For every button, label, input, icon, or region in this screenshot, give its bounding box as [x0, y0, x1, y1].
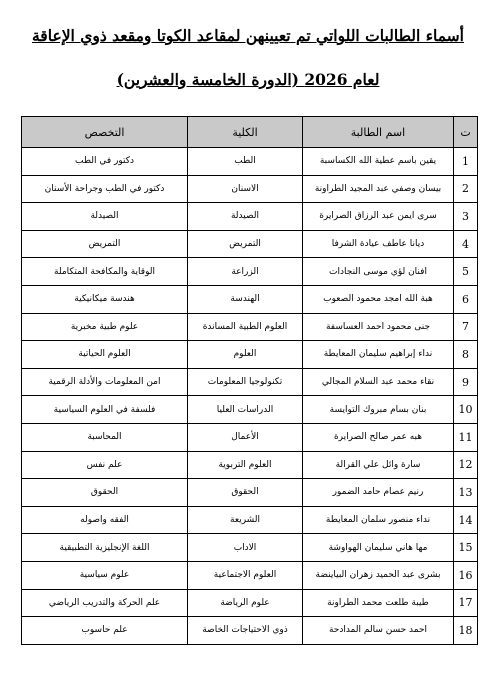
faculty-name: الصيدلة	[188, 203, 303, 231]
specialization-name: هندسة ميكانيكية	[22, 285, 188, 313]
student-name: جنى محمود احمد العساسفة	[303, 313, 454, 341]
row-number: 10	[454, 396, 478, 424]
row-number: 15	[454, 534, 478, 562]
student-name: يقين باسم عطية الله الكساسبة	[303, 148, 454, 176]
table-body	[22, 148, 478, 645]
row-number: 2	[454, 175, 478, 203]
student-name: نداء إبراهيم سليمان المعايطة	[303, 341, 454, 369]
faculty-name: العلوم الطبية المساندة	[188, 313, 303, 341]
table-row	[22, 258, 478, 286]
table-row	[22, 479, 478, 507]
row-number: 8	[454, 341, 478, 369]
specialization-name: الحقوق	[22, 479, 188, 507]
specialization-name: التمريض	[22, 230, 188, 258]
table-row	[22, 285, 478, 313]
header-student-name: اسم الطالبة	[303, 117, 454, 148]
header-specialization: التخصص	[22, 117, 188, 148]
student-name: نداء منصور سلمان المعايطة	[303, 506, 454, 534]
table-row	[22, 230, 478, 258]
specialization-name: الوقاية والمكافحة المتكاملة	[22, 258, 188, 286]
table-row	[22, 589, 478, 617]
faculty-name: الاداب	[188, 534, 303, 562]
faculty-name: علوم الرياضة	[188, 589, 303, 617]
student-name: هبه عمر صالح الصرايرة	[303, 423, 454, 451]
specialization-name: علم حاسوب	[22, 617, 188, 645]
table-row	[22, 203, 478, 231]
table-row	[22, 368, 478, 396]
table-row	[22, 396, 478, 424]
table-row	[22, 561, 478, 589]
specialization-name: المحاسبة	[22, 423, 188, 451]
student-name: طيبة طلعت محمد الطراونة	[303, 589, 454, 617]
header-number: ت	[454, 117, 478, 148]
row-number: 5	[454, 258, 478, 286]
row-number: 17	[454, 589, 478, 617]
specialization-name: علوم سياسية	[22, 561, 188, 589]
student-name: نقاء محمد عبد السلام المجالي	[303, 368, 454, 396]
table-row	[22, 148, 478, 176]
row-number: 9	[454, 368, 478, 396]
table-row	[22, 451, 478, 479]
table-row	[22, 313, 478, 341]
row-number: 11	[454, 423, 478, 451]
specialization-name: دكتور في الطب وجراحة الأسنان	[22, 175, 188, 203]
row-number: 1	[454, 148, 478, 176]
specialization-name: العلوم الحياتية	[22, 341, 188, 369]
specialization-name: الفقه واصوله	[22, 506, 188, 534]
faculty-name: العلوم التربوية	[188, 451, 303, 479]
specialization-name: فلسفة في العلوم السياسية	[22, 396, 188, 424]
row-number: 18	[454, 617, 478, 645]
student-name: بيسان وصفي عبد المجيد الطراونة	[303, 175, 454, 203]
table-header-row	[22, 117, 478, 148]
row-number: 6	[454, 285, 478, 313]
table-row	[22, 506, 478, 534]
faculty-name: الأعمال	[188, 423, 303, 451]
student-name: ديانا عاطف عيادة الشرفا	[303, 230, 454, 258]
faculty-name: الشريعة	[188, 506, 303, 534]
faculty-name: العلوم	[188, 341, 303, 369]
specialization-name: علوم طبية مخبرية	[22, 313, 188, 341]
faculty-name: الطب	[188, 148, 303, 176]
student-name: بنان بسام مبروك التوايسة	[303, 396, 454, 424]
row-number: 3	[454, 203, 478, 231]
students-table	[21, 116, 478, 645]
student-name: افنان لؤي موسى النجادات	[303, 258, 454, 286]
student-name: سرى ايمن عبد الرزاق الصرايرة	[303, 203, 454, 231]
specialization-name: علم الحركة والتدريب الرياضي	[22, 589, 188, 617]
document-title: أسماء الطالبات اللواتي تم تعيينهن لمقاعد الكوتا ومقعد ذوي الإعاقة	[32, 26, 464, 45]
student-name: احمد حسن سالم المدادحة	[303, 617, 454, 645]
faculty-name: تكنولوجيا المعلومات	[188, 368, 303, 396]
row-number: 13	[454, 479, 478, 507]
table-row	[22, 175, 478, 203]
table-row	[22, 341, 478, 369]
faculty-name: العلوم الاجتماعية	[188, 561, 303, 589]
specialization-name: دكتور في الطب	[22, 148, 188, 176]
specialization-name: امن المعلومات والأدلة الرقمية	[22, 368, 188, 396]
faculty-name: الاسنان	[188, 175, 303, 203]
student-name: هبة الله امجد محمود الصعوب	[303, 285, 454, 313]
student-name: بشرى عبد الحميد زهران البياينضة	[303, 561, 454, 589]
table-row	[22, 617, 478, 645]
student-name: سارة وائل علي القرالة	[303, 451, 454, 479]
specialization-name: اللغة الإنجليزية التطبيقية	[22, 534, 188, 562]
row-number: 14	[454, 506, 478, 534]
row-number: 16	[454, 561, 478, 589]
faculty-name: الزراعة	[188, 258, 303, 286]
document-subtitle: لعام 2026 (الدورة الخامسة والعشرين)	[116, 70, 380, 89]
student-name: مها هاني سليمان الهواوشة	[303, 534, 454, 562]
table-row	[22, 534, 478, 562]
specialization-name: علم نفس	[22, 451, 188, 479]
specialization-name: الصيدلة	[22, 203, 188, 231]
row-number: 12	[454, 451, 478, 479]
row-number: 7	[454, 313, 478, 341]
faculty-name: الدراسات العليا	[188, 396, 303, 424]
header-faculty: الكلية	[188, 117, 303, 148]
faculty-name: الحقوق	[188, 479, 303, 507]
row-number: 4	[454, 230, 478, 258]
faculty-name: ذوي الاحتياجات الخاصة	[188, 617, 303, 645]
table-row	[22, 423, 478, 451]
faculty-name: الهندسة	[188, 285, 303, 313]
student-name: رنيم عصام حامد الضمور	[303, 479, 454, 507]
faculty-name: التمريض	[188, 230, 303, 258]
